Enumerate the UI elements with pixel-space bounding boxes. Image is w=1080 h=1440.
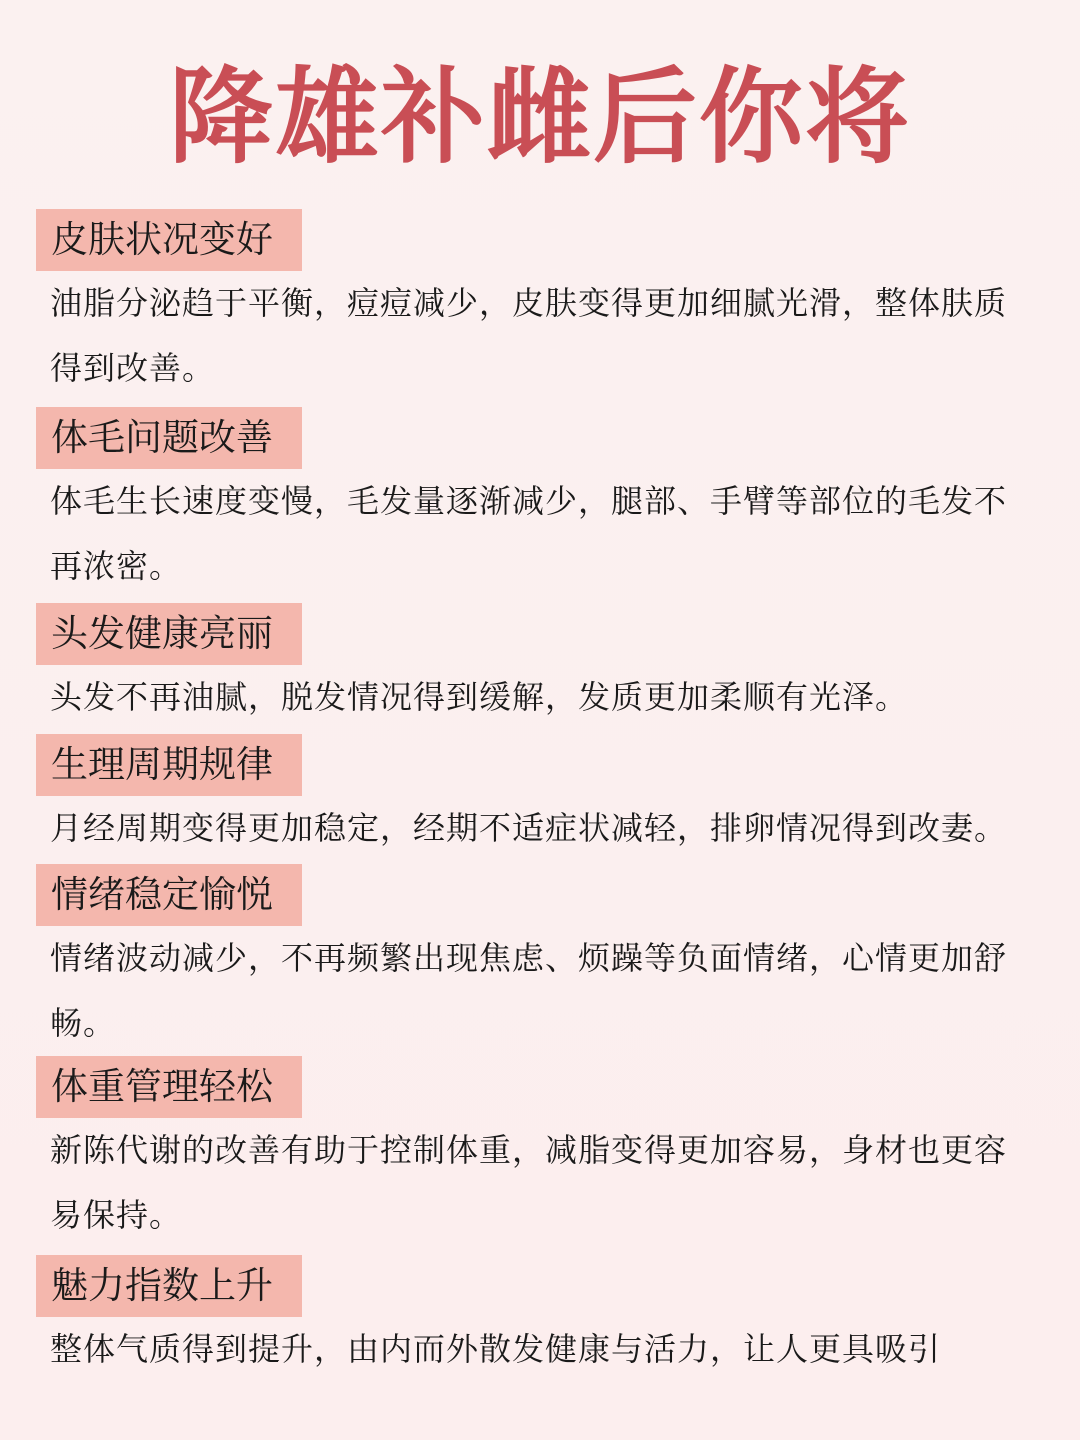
section-heading: 体重管理轻松 [36,1056,302,1118]
section-heading: 头发健康亮丽 [36,603,302,665]
section-hair [36,603,1046,730]
section-skin [36,209,1046,401]
section-heading: 体毛问题改善 [36,407,302,469]
section-heading: 生理周期规律 [36,734,302,796]
page-title: 降雄补雌后你将 [168,56,911,178]
section-body: 月经周期变得更加稳定，经期不适症状减轻，排卵情况得到改妻。 [50,809,1008,847]
section-body: 油脂分泌趋于平衡，痘痘减少，皮肤变得更加细腻光滑，整体肤质得到改善。 [50,284,1008,387]
section-body: 头发不再油腻，脱发情况得到缓解，发质更加柔顺有光泽。 [50,678,909,716]
section-mood [36,864,1046,1056]
section-cycle [36,734,1046,861]
section-heading: 皮肤状况变好 [36,209,302,271]
section-body: 新陈代谢的改善有助于控制体重，减脂变得更加容易，身材也更容易保持。 [50,1131,1008,1234]
section-body: 体毛生长速度变慢，毛发量逐渐减少，腿部、手臂等部位的毛发不再浓密。 [50,482,1008,585]
section-heading: 情绪稳定愉悦 [36,864,302,926]
section-charm [36,1255,1046,1382]
section-body: 情绪波动减少，不再频繁出现焦虑、烦躁等负面情绪，心情更加舒畅。 [50,939,1008,1042]
section-weight [36,1056,1046,1248]
section-body-hair [36,407,1046,599]
section-heading: 魅力指数上升 [36,1255,302,1317]
section-body: 整体气质得到提升，由内而外散发健康与活力，让人更具吸引 [50,1330,942,1368]
